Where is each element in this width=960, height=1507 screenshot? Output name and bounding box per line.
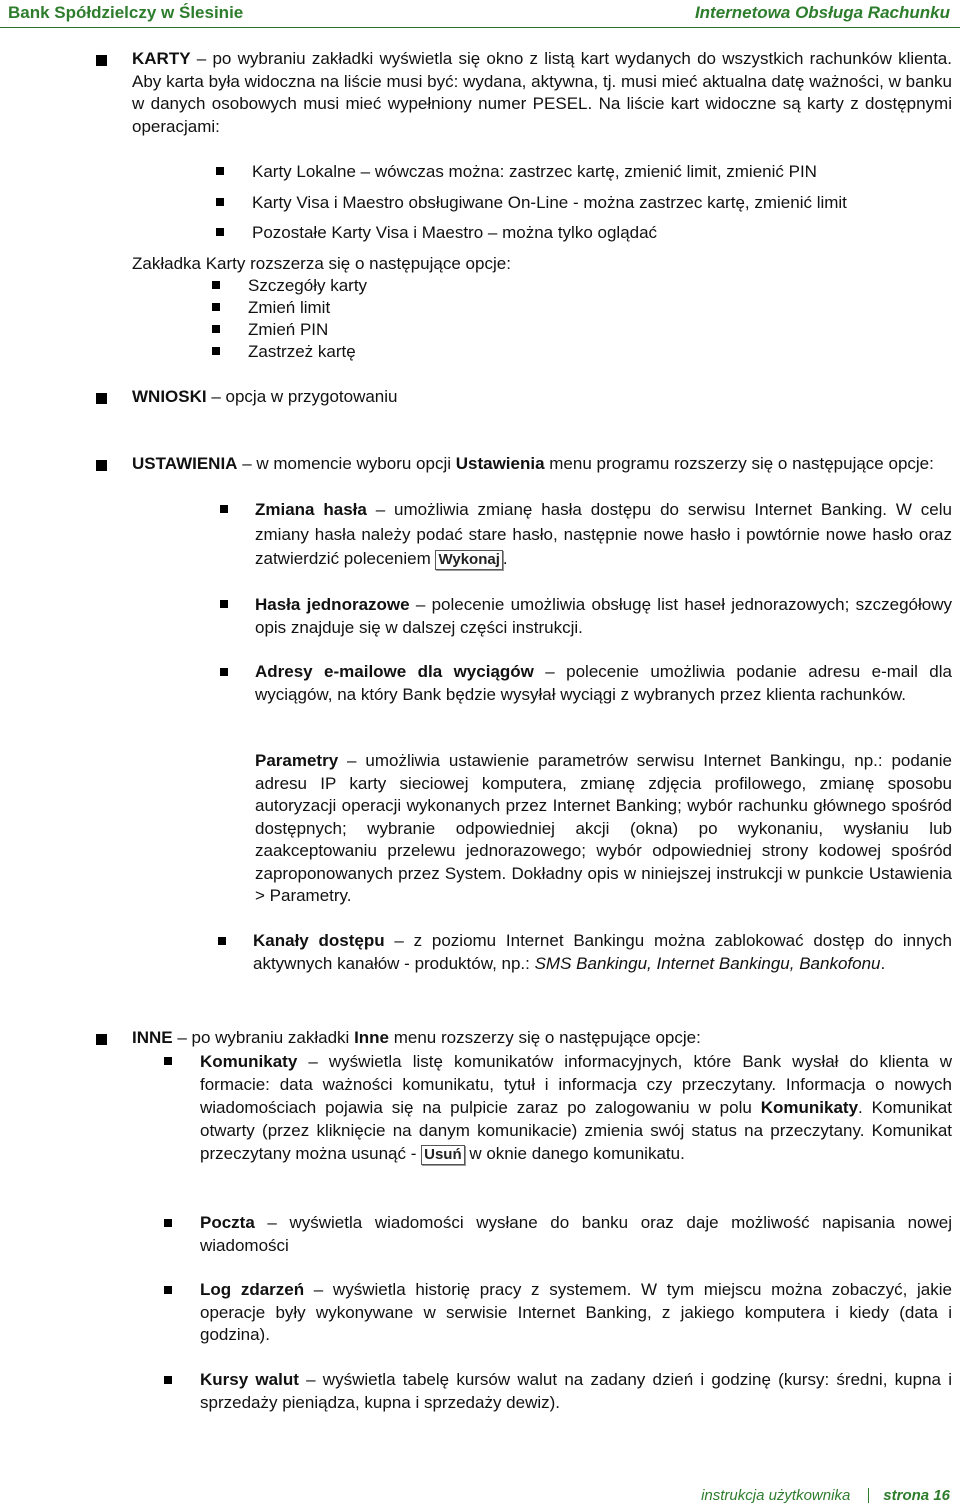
footer-label: instrukcja użytkownika	[701, 1487, 851, 1504]
square-bullet-icon	[96, 393, 107, 404]
card-type-item: Karty Visa i Maestro obsługiwane On-Line - można zastrzec kartę, zmienić limit	[252, 193, 847, 212]
hasla-jednorazowe-item: Hasła jednorazowe – polecenie umożliwia obsługę list haseł jednorazowych; szczegółowy opis znajduje się w dalszej części instrukcji.	[255, 595, 952, 637]
small-bullet-icon	[164, 1219, 172, 1227]
small-bullet-icon	[216, 198, 224, 206]
small-bullet-icon	[164, 1057, 172, 1065]
footer-separator	[868, 1488, 869, 1503]
small-bullet-icon	[212, 325, 220, 333]
header-bank-name: Bank Spółdzielczy w Ślesinie	[8, 3, 244, 22]
ustawienia-title: USTAWIENIA	[132, 454, 238, 473]
parametry-item: Parametry – umożliwia ustawienie parametrów serwisu Internet Bankingu, np.: podanie adresu IP karty sieciowej komputera, zmianę zdjęcia profilowego, zmianę sposobu autoryzacji operacji wykonanych przez Internet Banking; wybór rachunku głównego spośród dostępnych; wybranie odpowiedniej akcji (okna) po wykonaniu, wysłaniu lub zaakceptowaniu przelewu jednorazowego; wybór odpowiedniej strony kodowej spośród zaproponowanych przez System. Dokładny opis w niniejszej instrukcji w punkcie Ustawienia > Parametry.	[255, 751, 952, 905]
square-bullet-icon	[96, 55, 107, 66]
kursy-walut-item: Kursy walut – wyświetla tabelę kursów walut na zadany dzień i godzinę (kursy: średni, kupna i sprzedaży pieniądza, kupna i sprzedaży dewiz).	[200, 1370, 952, 1412]
square-bullet-icon	[96, 1034, 107, 1045]
small-bullet-icon	[216, 228, 224, 236]
page-header	[0, 0, 960, 28]
kanaly-dostepu-item: Kanały dostępu – z poziomu Internet Bankingu można zablokować dostęp do innych aktywnych kanałów - produktów, np.: SMS Bankingu, Internet Bankingu, Bankofonu.	[253, 931, 952, 973]
small-bullet-icon	[220, 505, 228, 513]
small-bullet-icon	[212, 303, 220, 311]
square-bullet-icon	[96, 460, 107, 471]
header-service-name: Internetowa Obsługa Rachunku	[694, 3, 950, 22]
karty-option-item: Zmień PIN	[248, 320, 329, 339]
usun-button[interactable]: Usuń	[421, 1145, 465, 1165]
small-bullet-icon	[164, 1286, 172, 1294]
karty-option-item: Zastrzeż kartę	[248, 342, 356, 361]
small-bullet-icon	[220, 600, 228, 608]
small-bullet-icon	[216, 167, 224, 175]
wykonaj-button[interactable]: Wykonaj	[435, 550, 502, 570]
inne-description: INNE – po wybraniu zakładki Inne menu rozszerzy się o następujące opcje:	[132, 1028, 701, 1047]
karty-tab-intro: Zakładka Karty rozszerza się o następujące opcje:	[132, 254, 511, 273]
wnioski-description: WNIOSKI – opcja w przygotowaniu	[132, 387, 398, 406]
karty-description: KARTY – po wybraniu zakładki wyświetla się okno z listą kart wydanych do wszystkich rachunków klienta. Aby karta była widoczna na liście musi być: wydana, aktywna, tj. musi mieć aktualna datę ważności, w banku w danych osobowych musi mieć wypełniony numer PESEL. Na liście kart widoczne są karty z dostępnymi operacjami:	[132, 49, 952, 136]
small-bullet-icon	[212, 347, 220, 355]
small-bullet-icon	[212, 281, 220, 289]
footer-page-number: 16	[933, 1487, 950, 1504]
karty-option-item: Szczegóły karty	[248, 276, 368, 295]
adresy-email-item: Adresy e-mailowe dla wyciągów – polecenie umożliwia podanie adresu e-mail dla wyciągów, na który Bank będzie wysyłał wyciągi z wybranych przez klienta rachunków.	[255, 662, 952, 704]
karty-title: KARTY	[132, 49, 191, 68]
card-type-item: Karty Lokalne – wówczas można: zastrzec kartę, zmienić limit, zmienić PIN	[252, 162, 817, 181]
card-type-item: Pozostałe Karty Visa i Maestro – można tylko oglądać	[252, 223, 658, 242]
poczta-item: Poczta – wyświetla wiadomości wysłane do banku oraz daje możliwość napisania nowej wiadomości	[200, 1213, 952, 1255]
ustawienia-description: USTAWIENIA – w momencie wyboru opcji Ustawienia menu programu rozszerzy się o następujące opcje:	[132, 454, 934, 473]
zmiana-hasla-item: Zmiana hasła – umożliwia zmianę hasła dostępu do serwisu Internet Banking. W celu zmiany hasła należy podać stare hasło, następnie nowe hasło i powtórnie nowe hasło oraz zatwierdzić poleceniem Wykonaj .	[255, 500, 952, 568]
small-bullet-icon	[220, 668, 228, 676]
footer-page-label: strona	[883, 1487, 930, 1504]
wnioski-title: WNIOSKI	[132, 387, 207, 406]
komunikaty-item: Komunikaty – wyświetla listę komunikatów informacyjnych, które Bank wysłał do klienta w formacie: data ważności komunikatu, tytuł i informacja czy przeczytany. Informacja o nowych wiadomościach pojawia się na pulpicie zaraz po zalogowaniu w polu Komunikaty. Komunikat otwarty (przez kliknięcie na danym komunikacie) zmienia swój status na przeczytany. Komunikat przeczytany można usunąć - Usuń w oknie danego komunikatu.	[200, 1052, 952, 1163]
small-bullet-icon	[218, 937, 226, 945]
inne-title: INNE	[132, 1028, 173, 1047]
log-zdarzen-item: Log zdarzeń – wyświetla historię pracy z systemem. W tym miejscu można zobaczyć, jakie operacje były wykonywane w serwisie Internet Banking, z jakiego komputera i kiedy (data i godzina).	[200, 1280, 952, 1344]
karty-option-item: Zmień limit	[248, 298, 331, 317]
small-bullet-icon	[164, 1376, 172, 1384]
page-footer	[701, 1485, 950, 1507]
